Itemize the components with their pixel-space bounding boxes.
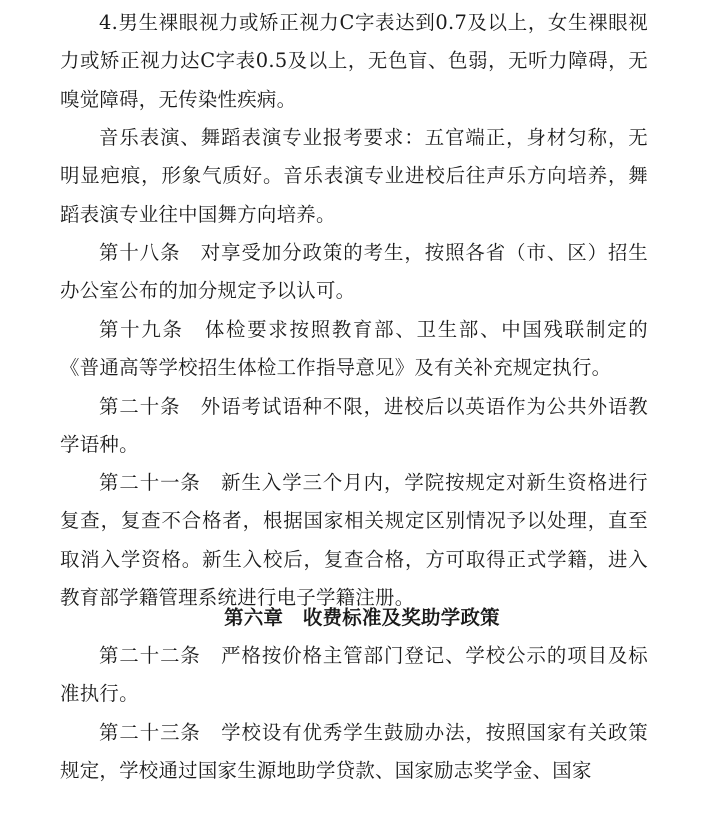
paragraph-article-20: 第二十条 外语考试语种不限，进校后以英语作为公共外语教学语种。 xyxy=(60,395,648,457)
paragraph-performance-requirements: 音乐表演、舞蹈表演专业报考要求：五官端正，身材匀称，无明显疤痕，形象气质好。音乐表演专业进校后往声乐方向培养，舞蹈表演专业往中国舞方向培养。 xyxy=(60,126,648,226)
paragraph-article-19: 第十九条 体检要求按照教育部、卫生部、中国残联制定的《普通高等学校招生体检工作指导意见》及有关补充规定执行。 xyxy=(60,318,648,380)
paragraph-vision-requirements: 4.男生裸眼视力或矫正视力C字表达到0.7及以上，女生裸眼视力或矫正视力达C字表0.5及以上，无色盲、色弱，无听力障碍，无嗅觉障碍，无传染性疾病。 xyxy=(60,11,648,111)
paragraph-article-21: 第二十一条 新生入学三个月内，学院按规定对新生资格进行复查，复查不合格者，根据国家相关规定区别情况予以处理，直至取消入学资格。新生入校后，复查合格，方可取得正式学籍，进入教育部学籍管理系统进行电子学籍注册。 xyxy=(60,471,648,610)
paragraph-article-23: 第二十三条 学校设有优秀学生鼓励办法，按照国家有关政策规定，学校通过国家生源地助学贷款、国家励志奖学金、国家 xyxy=(60,721,648,783)
chapter-heading: 第六章 收费标准及奖助学政策 xyxy=(224,606,500,629)
paragraph-article-22: 第二十二条 严格按价格主管部门登记、学校公示的项目及标准执行。 xyxy=(60,644,648,706)
paragraph-article-18: 第十八条 对享受加分政策的考生，按照各省（市、区）招生办公室公布的加分规定予以认可。 xyxy=(60,241,648,303)
